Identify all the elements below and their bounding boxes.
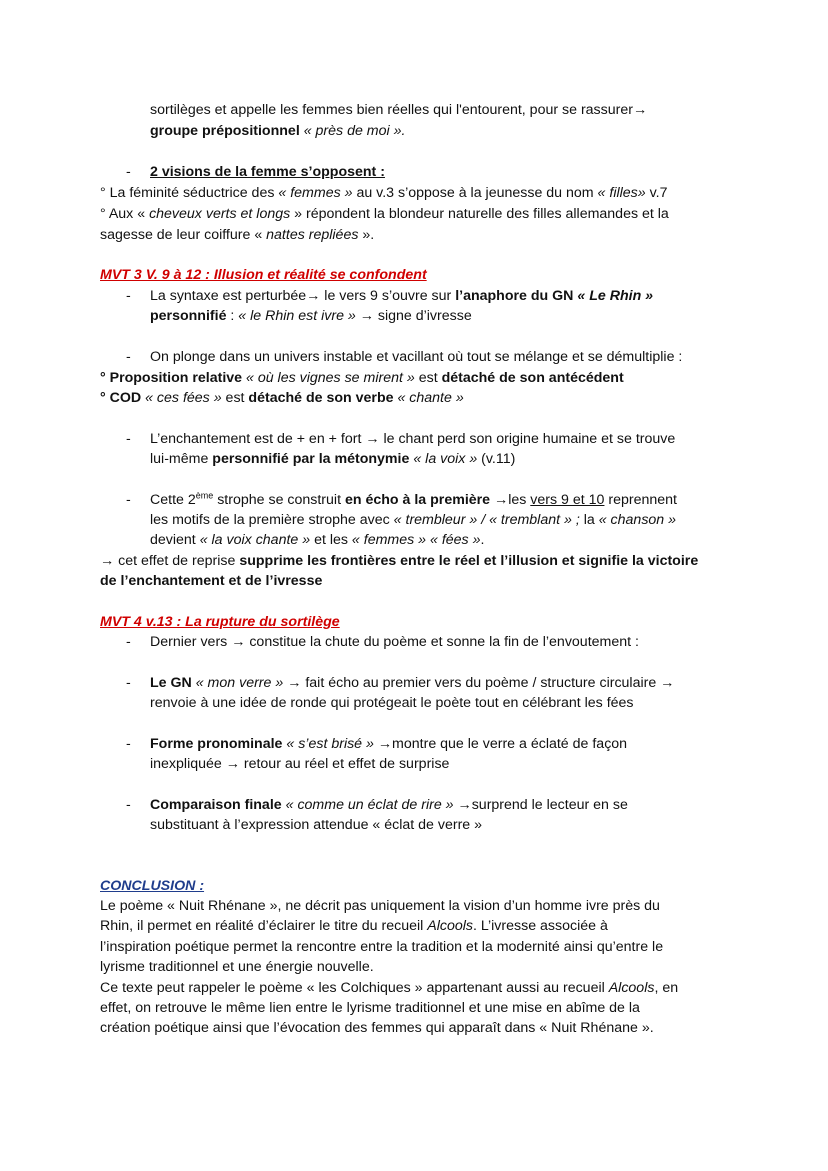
text-line: renvoie à une idée de ronde qui protégeait le poète tout en célébrant les fées [150, 695, 634, 711]
text-line: l’inspiration poétique permet la rencontre entre la tradition et la modernité ainsi qu’entre le [100, 939, 664, 955]
bullet-dash: - [126, 736, 131, 752]
text-line: sagesse de leur coiffure « nattes repliées ». [100, 227, 375, 243]
text-line: Forme pronominale « s’est brisé » →montre que le verre a éclaté de façon [150, 736, 628, 752]
bullet-dash: - [126, 431, 131, 447]
text: sortilèges et appelle les femmes bien réelles qui l'entourent, pour se rassurer→ [150, 102, 648, 118]
italic-text: « près de moi ». [299, 123, 406, 139]
text-line: → cet effet de reprise supprime les frontières entre le réel et l’illusion et signifie la victoire [100, 553, 699, 569]
bullet-dash: - [126, 634, 131, 650]
bullet-dash: - [126, 492, 131, 508]
bullet-dash: - [126, 288, 131, 304]
bullet-dash: - [126, 164, 131, 180]
text-line: substituant à l’expression attendue « éclat de verre » [150, 817, 483, 833]
text-line: Le poème « Nuit Rhénane », ne décrit pas uniquement la vision d’un homme ivre près du [100, 898, 660, 914]
text-line: Le GN « mon verre » → fait écho au premier vers du poème / structure circulaire → [150, 675, 675, 691]
text-line: effet, on retrouve le même lien entre le lyrisme traditionnel et une mise en abîme de la [100, 1000, 640, 1016]
text-line: inexpliquée → retour au réel et effet de surprise [150, 756, 450, 772]
text-line: personnifié : « le Rhin est ivre » → signe d’ivresse [150, 308, 472, 324]
bullet-heading [150, 162, 385, 182]
text-line: ° Proposition relative « où les vignes se mirent » est détaché de son antécédent [100, 370, 624, 386]
text-line: Rhin, il permet en réalité d’éclairer le titre du recueil Alcools. L’ivresse associée à [100, 918, 608, 934]
text-line: Comparaison finale « comme un éclat de rire » →surprend le lecteur en se [150, 797, 628, 813]
text-line: de l’enchantement et de l’ivresse [100, 573, 323, 589]
text-line: Ce texte peut rappeler le poème « les Colchiques » appartenant aussi au recueil Alcools, en [100, 980, 679, 996]
section-heading-conclusion: CONCLUSION : [100, 878, 205, 894]
text-line: L’enchantement est de + en + fort → le chant perd son origine humaine et se trouve [150, 431, 676, 447]
text-line: les motifs de la première strophe avec « trembleur » / « tremblant » ; la « chanson » [150, 512, 677, 528]
section-heading-mvt3: MVT 3 V. 9 à 12 : Illusion et réalité se confondent [100, 267, 427, 283]
text-line: La syntaxe est perturbée→ le vers 9 s’ouvre sur l’anaphore du GN « Le Rhin » [150, 288, 654, 304]
text-line: lui-même personnifié par la métonymie « la voix » (v.11) [150, 451, 516, 467]
text-line: Dernier vers → constitue la chute du poème et sonne la fin de l’envoutement : [150, 634, 639, 650]
text-line [150, 121, 405, 141]
text-line: ° COD « ces fées » est détaché de son verbe « chante » [100, 390, 464, 406]
bullet-dash: - [126, 797, 131, 813]
text-line: devient « la voix chante » et les « femmes » « fées ». [150, 532, 485, 548]
section-heading-mvt4: MVT 4 v.13 : La rupture du sortilège [100, 614, 340, 630]
text-line: ° La féminité séductrice des « femmes » au v.3 s’oppose à la jeunesse du nom « filles» v.7 [100, 185, 668, 201]
bold-text: groupe prépositionnel [150, 123, 300, 139]
text-line: création poétique ainsi que l’évocation des femmes qui apparaît dans « Nuit Rhénane ». [100, 1020, 654, 1036]
text-line: Cette 2ème strophe se construit en écho à la première →les vers 9 et 10 reprennent [150, 490, 678, 508]
text-line: lyrisme traditionnel et une énergie nouvelle. [100, 959, 374, 975]
underlined-bold-text: 2 visions de la femme s’opposent : [150, 164, 385, 180]
bullet-dash: - [126, 349, 131, 365]
text-line: On plonge dans un univers instable et vacillant où tout se mélange et se démultiplie : [150, 349, 683, 365]
text-line: ° Aux « cheveux verts et longs » répondent la blondeur naturelle des filles allemandes et la [100, 206, 669, 222]
bullet-dash: - [126, 675, 131, 691]
text-line [150, 100, 647, 120]
